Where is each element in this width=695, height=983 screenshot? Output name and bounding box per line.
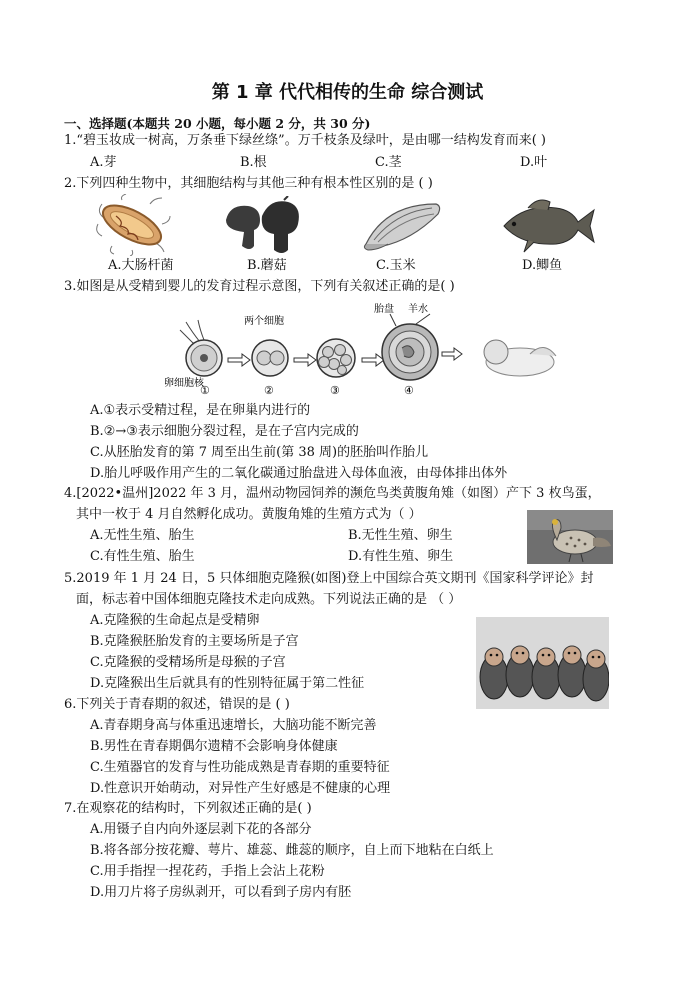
q6-option-a: A.青春期身高与体重迅速增长，大脑功能不断完善: [90, 718, 377, 733]
mushroom-image: [222, 196, 302, 256]
q2-option-d: D.鲫鱼: [522, 258, 563, 273]
q5-option-b: B.克隆猴胚胎发育的主要场所是子宫: [90, 634, 299, 649]
page-title: 第 1 章 代代相传的生命 综合测试: [211, 82, 484, 103]
label-two-cells: 两个细胞: [244, 316, 284, 327]
ecoli-image: [92, 194, 172, 256]
corn-image: [360, 200, 444, 252]
fertilization-diagram: [160, 300, 560, 400]
q7-option-a: A.用镊子自内向外逐层剥下花的各部分: [90, 822, 312, 837]
q3-option-c: C.从胚胎发育的第 7 周至出生前(第 38 周)的胚胎叫作胎儿: [90, 445, 429, 460]
q5-option-c: C.克隆猴的受精场所是母猴的子宫: [90, 655, 286, 670]
stage-1-number: ①: [200, 384, 210, 397]
q3-option-d: D.胎儿呼吸作用产生的二氧化碳通过胎盘进入母体血液，由母体排出体外: [90, 466, 508, 481]
question-5-line-2: 面，标志着中国体细胞克隆技术走向成熟。下列说法正确的是 （ ）: [76, 592, 462, 607]
q5-option-a: A.克隆猴的生命起点是受精卵: [90, 613, 260, 628]
question-1: 1.“碧玉妆成一树高，万条垂下绿丝绦”。万千枝条及绿叶，是由哪一结构发育而来( ): [64, 133, 546, 148]
question-4-line-2: 其中一枚于 4 月自然孵化成功。黄腹角雉的生殖方式为（ ）: [76, 507, 422, 522]
question-3: 3.如图是从受精到婴儿的发育过程示意图，下列有关叙述正确的是( ): [64, 279, 455, 294]
q4-option-d: D.有性生殖、卵生: [348, 549, 454, 564]
question-5-line-1: 5.2019 年 1 月 24 日，5 只体细胞克隆猴(如图)登上中国综合英文期刊《国家科学评论》封: [64, 571, 594, 586]
stage-4-number: ④: [404, 384, 414, 397]
crucian-carp-image: [498, 196, 596, 254]
q3-option-b: B.②→③表示细胞分裂过程，是在子宫内完成的: [90, 424, 359, 439]
q5-option-d: D.克隆猴出生后就具有的性别特征属于第二性征: [90, 676, 365, 691]
q4-option-b: B.无性生殖、卵生: [348, 528, 453, 543]
q1-option-b: B.根: [240, 155, 267, 170]
q2-option-b: B.蘑菇: [247, 258, 287, 273]
q4-option-c: C.有性生殖、胎生: [90, 549, 195, 564]
label-egg-nucleus: 卵细胞核: [164, 378, 204, 389]
label-placenta: 胎盘: [374, 304, 394, 315]
pheasant-image: [527, 510, 613, 564]
question-2: 2.下列四种生物中，其细胞结构与其他三种有根本性区别的是 ( ): [64, 176, 433, 191]
q6-option-c: C.生殖器官的发育与性功能成熟是青春期的重要特征: [90, 760, 390, 775]
q1-option-c: C.茎: [375, 155, 402, 170]
section-heading: 一、选择题(本题共 20 小题，每小题 2 分，共 30 分): [64, 116, 371, 131]
q6-option-b: B.男性在青春期偶尔遗精不会影响身体健康: [90, 739, 338, 754]
label-amnion: 羊水: [408, 304, 428, 315]
question-4-line-1: 4.[2022•温州]2022 年 3 月，温州动物园饲养的濒危鸟类黄腹角雉（如图）产下 3 枚鸟蛋，: [64, 486, 601, 501]
question-7: 7.在观察花的结构时，下列叙述正确的是( ): [64, 801, 312, 816]
q3-option-a: A.①表示受精过程，是在卵巢内进行的: [90, 403, 311, 418]
q1-option-a: A.芽: [90, 155, 117, 170]
cloned-monkeys-image: [476, 617, 609, 709]
q2-option-c: C.玉米: [376, 258, 416, 273]
q7-option-d: D.用刀片将子房纵剥开，可以看到子房内有胚: [90, 885, 352, 900]
q6-option-d: D.性意识开始萌动，对异性产生好感是不健康的心理: [90, 781, 391, 796]
stage-2-number: ②: [264, 384, 274, 397]
stage-3-number: ③: [330, 384, 340, 397]
q2-option-a: A.大肠杆菌: [108, 258, 174, 273]
q1-option-d: D.叶: [520, 155, 548, 170]
q4-option-a: A.无性生殖、胎生: [90, 528, 195, 543]
q7-option-b: B.将各部分按花瓣、萼片、雄蕊、雌蕊的顺序，自上而下地粘在白纸上: [90, 843, 494, 858]
question-6: 6.下列关于青春期的叙述，错误的是 ( ): [64, 697, 290, 712]
q7-option-c: C.用手指捏一捏花药，手指上会沾上花粉: [90, 864, 325, 879]
